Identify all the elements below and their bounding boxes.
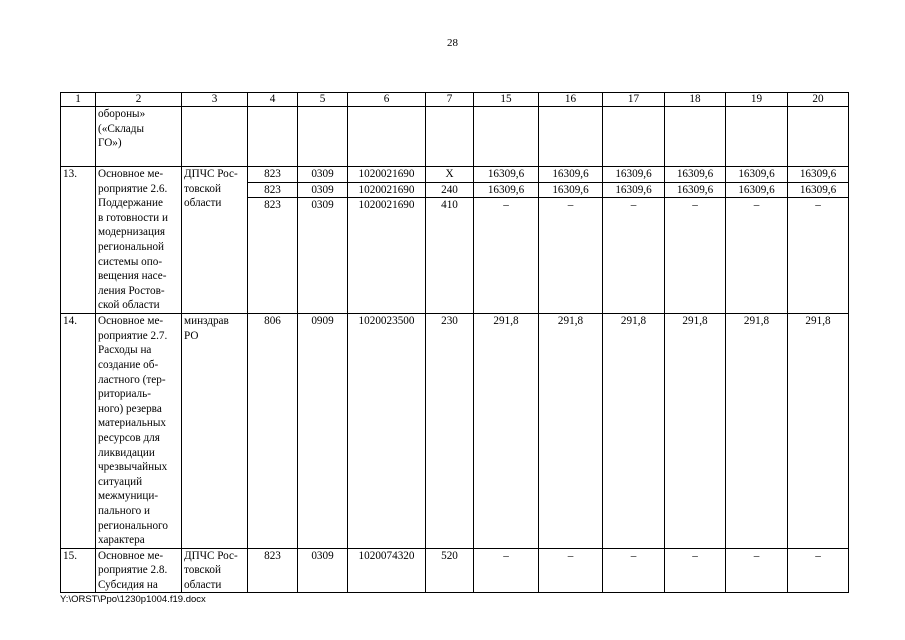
value-cell: 291,8 (665, 314, 726, 549)
description-cell: Основное ме- роприятие 2.6. Поддержание в готовности и модернизация региональной системы опо- вещения насе- ления Ростов- ской области (96, 167, 182, 314)
row-number-cell: 15. (61, 548, 96, 593)
value-cell: 16309,6 (603, 167, 665, 183)
description-cell: Основное ме- роприятие 2.8. Субсидия на (96, 548, 182, 593)
column-header: 3 (182, 93, 248, 107)
value-cell: 823 (248, 198, 298, 314)
value-cell: 806 (248, 314, 298, 549)
value-cell: – (788, 198, 849, 314)
table-row-14 (61, 314, 849, 549)
column-header: 19 (726, 93, 788, 107)
organization-cell: минздрав РО (182, 314, 248, 549)
value-cell: 1020021690 (348, 198, 426, 314)
value-cell: 823 (248, 182, 298, 198)
value-cell: – (603, 548, 665, 593)
value-cell: 16309,6 (539, 167, 603, 183)
value-cell: – (539, 548, 603, 593)
column-header: 7 (426, 93, 474, 107)
value-cell: Х (426, 167, 474, 183)
value-cell: 520 (426, 548, 474, 593)
value-cell: 291,8 (788, 314, 849, 549)
value-cell: – (788, 548, 849, 593)
description-cell: Основное ме- роприятие 2.7. Расходы на создание об- ластного (тер- риториаль- ного) резерва материальных ресурсов для ликвидации чрезвычайных ситуаций межмуници- пального и регионального характера (96, 314, 182, 549)
value-cell: 0309 (298, 548, 348, 593)
row-number-cell: 14. (61, 314, 96, 549)
column-header: 1 (61, 93, 96, 107)
column-header: 17 (603, 93, 665, 107)
column-header: 2 (96, 93, 182, 107)
table-row-continuation (61, 107, 849, 167)
page-number: 28 (447, 37, 458, 49)
value-cell: – (603, 198, 665, 314)
value-cell: 291,8 (603, 314, 665, 549)
value-cell: 291,8 (726, 314, 788, 549)
value-cell: – (665, 548, 726, 593)
column-header: 4 (248, 93, 298, 107)
value-cell: 1020021690 (348, 167, 426, 183)
value-cell: 0909 (298, 314, 348, 549)
organization-cell (182, 107, 248, 167)
row-number-cell: 13. (61, 167, 96, 314)
value-cell: 0309 (298, 167, 348, 183)
column-header: 16 (539, 93, 603, 107)
value-cell: 823 (248, 548, 298, 593)
value-cell: 16309,6 (665, 167, 726, 183)
value-cell: 16309,6 (788, 167, 849, 183)
value-cell: 0309 (298, 182, 348, 198)
column-header: 15 (474, 93, 539, 107)
value-cell: 1020074320 (348, 548, 426, 593)
value-cell: – (726, 198, 788, 314)
value-cell: 16309,6 (474, 182, 539, 198)
value-cell: 16309,6 (726, 182, 788, 198)
column-header: 5 (298, 93, 348, 107)
value-cell: – (726, 548, 788, 593)
value-cell: 16309,6 (726, 167, 788, 183)
value-cell: 823 (248, 167, 298, 183)
organization-cell: ДПЧС Рос- товской области (182, 167, 248, 314)
value-cell: 16309,6 (539, 182, 603, 198)
value-cell: 1020023500 (348, 314, 426, 549)
value-cell: 16309,6 (788, 182, 849, 198)
header-row (61, 93, 849, 107)
table-row-13 (61, 167, 849, 183)
value-cell: 291,8 (474, 314, 539, 549)
value-cell: 1020021690 (348, 182, 426, 198)
value-cell: – (665, 198, 726, 314)
column-header: 18 (665, 93, 726, 107)
column-header: 6 (348, 93, 426, 107)
value-cell: 240 (426, 182, 474, 198)
table-row-15 (61, 548, 849, 593)
value-cell: 291,8 (539, 314, 603, 549)
column-header: 20 (788, 93, 849, 107)
value-cell: 16309,6 (665, 182, 726, 198)
value-cell: 410 (426, 198, 474, 314)
value-cell: – (539, 198, 603, 314)
row-number-cell (61, 107, 96, 167)
value-cell: – (474, 198, 539, 314)
description-cell: обороны» («Склады ГО») (96, 107, 182, 167)
value-cell: – (474, 548, 539, 593)
file-path-footer: Y:\ORST\Ppo\1230p1004.f19.docx (60, 594, 206, 605)
organization-cell: ДПЧС Рос- товской области (182, 548, 248, 593)
value-cell: 16309,6 (603, 182, 665, 198)
value-cell: 0309 (298, 198, 348, 314)
value-cell: 230 (426, 314, 474, 549)
value-cell: 16309,6 (474, 167, 539, 183)
budget-table (60, 92, 849, 593)
